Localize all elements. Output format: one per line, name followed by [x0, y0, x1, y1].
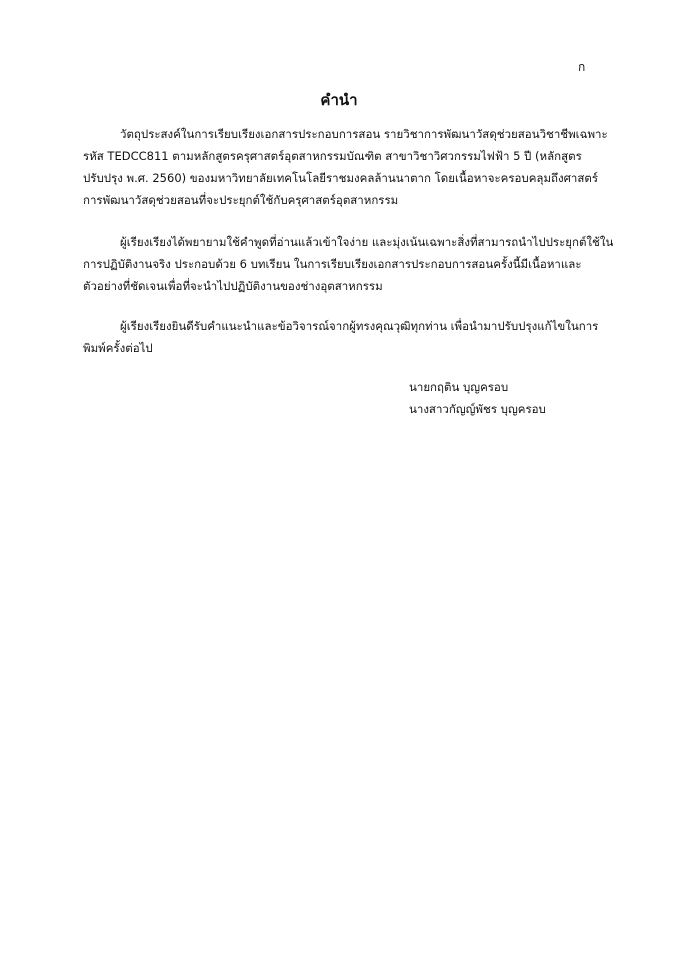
- paragraph-line: ตัวอย่างที่ชัดเจนเพื่อที่จะนำไปปฏิบัติงานของช่างอุตสาหกรรม: [83, 279, 383, 293]
- page-number: ก: [578, 60, 586, 74]
- paragraph-line: การพัฒนาวัสดุช่วยสอนที่จะประยุกต์ใช้กับครุศาสตร์อุตสาหกรรม: [83, 193, 399, 207]
- paragraph-line: พิมพ์ครั้งต่อไป: [83, 341, 153, 355]
- paragraph-approach: [83, 231, 614, 297]
- paragraph-line: รหัส TEDCC811 ตามหลักสูตรครุศาสตร์อุตสาหกรรมบัณฑิต สาขาวิชาวิศวกรรมไฟฟ้า 5 ปี (หลักสูตร: [83, 149, 582, 163]
- paragraph-line: ผู้เรียงเรียงยินดีรับคำแนะนำและข้อวิจารณ์จากผู้ทรงคุณวุฒิทุกท่าน เพื่อนำมาปรับปรุงแก้ไขในการ: [120, 319, 599, 333]
- page-title: คำนำ: [320, 91, 358, 109]
- paragraph-line: การปฏิบัติงานจริง ประกอบด้วย 6 บทเรียน ในการเรียบเรียงเอกสารประกอบการสอนครั้งนี้มีเนื้อหาและ: [83, 257, 582, 271]
- author-name: นายกฤติน บุญครอบ: [409, 380, 509, 394]
- author-name: นางสาวกัญญ์พัชร บุญครอบ: [409, 402, 546, 416]
- paragraph-line: ผู้เรียงเรียงได้พยายามใช้คำพูดที่อ่านแล้วเข้าใจง่าย และมุ่งเน้นเฉพาะสิ่งที่สามารถนำไปประยุกต์ใช้ใน: [120, 235, 614, 249]
- paragraph-feedback: [83, 315, 603, 359]
- paragraph-line: ปรับปรุง พ.ศ. 2560) ของมหาวิทยาลัยเทคโนโลยีราชมงคลล้านนาตาก โดยเนื้อหาจะครอบคลุมถึงศาสตร์: [83, 171, 599, 185]
- paragraph-line: วัตถุประสงค์ในการเรียบเรียงเอกสารประกอบการสอน รายวิชาการพัฒนาวัสดุช่วยสอนวิชาชีพเฉพาะ: [120, 127, 608, 141]
- author-signatures: [409, 376, 546, 420]
- paragraph-purpose: [83, 123, 608, 211]
